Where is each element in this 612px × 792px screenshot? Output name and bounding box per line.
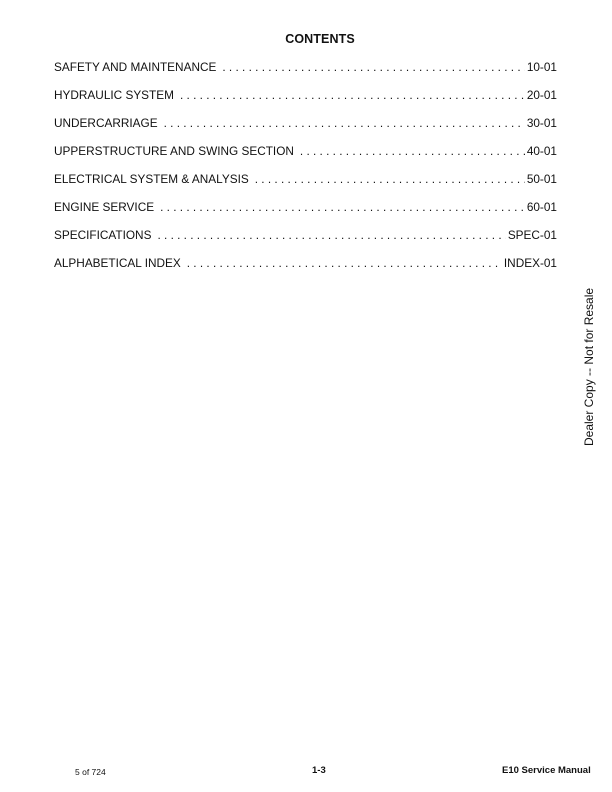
page-footer [0, 764, 612, 780]
dot-leader [164, 115, 525, 131]
footer-page-count: 5 of 724 [75, 767, 106, 777]
toc-entry-page: 50-01 [526, 172, 557, 186]
toc-entry-undercarriage[interactable] [54, 115, 557, 143]
dot-leader [187, 255, 502, 271]
toc-entry-label: UPPERSTRUCTURE AND SWING SECTION [54, 144, 294, 158]
toc-entry-upperstructure-swing[interactable] [54, 143, 557, 171]
toc-entry-hydraulic-system[interactable] [54, 87, 557, 115]
toc-entry-label: ENGINE SERVICE [54, 200, 155, 214]
toc-entry-alphabetical-index[interactable] [54, 255, 557, 283]
toc-entry-page: 40-01 [526, 144, 557, 158]
table-of-contents [54, 59, 557, 283]
page-title: CONTENTS [285, 32, 355, 46]
toc-entry-page: 10-01 [526, 60, 557, 74]
dot-leader [160, 199, 525, 215]
toc-entry-engine-service[interactable] [54, 199, 557, 227]
footer-page-number: 1-3 [312, 765, 326, 776]
toc-entry-label: ELECTRICAL SYSTEM & ANALYSIS [54, 172, 249, 186]
dot-leader [222, 59, 524, 75]
toc-entry-specifications[interactable] [54, 227, 557, 255]
toc-entry-label: UNDERCARRIAGE [54, 116, 158, 130]
dot-leader [180, 87, 525, 103]
dealer-copy-watermark: Dealer Copy -- Not for Resale [582, 287, 596, 446]
footer-manual-title: E10 Service Manual [502, 765, 591, 776]
toc-entry-label: SPECIFICATIONS [54, 228, 152, 242]
toc-entry-label: SAFETY AND MAINTENANCE [54, 60, 217, 74]
toc-entry-page: 60-01 [526, 200, 557, 214]
toc-entry-page: 20-01 [526, 88, 557, 102]
toc-entry-page: INDEX-01 [503, 256, 557, 270]
toc-entry-page: SPEC-01 [507, 228, 557, 242]
toc-entry-safety-maintenance[interactable] [54, 59, 557, 87]
toc-entry-page: 30-01 [526, 116, 557, 130]
dot-leader [300, 143, 525, 159]
dot-leader [255, 171, 525, 187]
toc-entry-electrical-system[interactable] [54, 171, 557, 199]
dot-leader [157, 227, 505, 243]
toc-entry-label: HYDRAULIC SYSTEM [54, 88, 174, 102]
toc-entry-label: ALPHABETICAL INDEX [54, 256, 181, 270]
